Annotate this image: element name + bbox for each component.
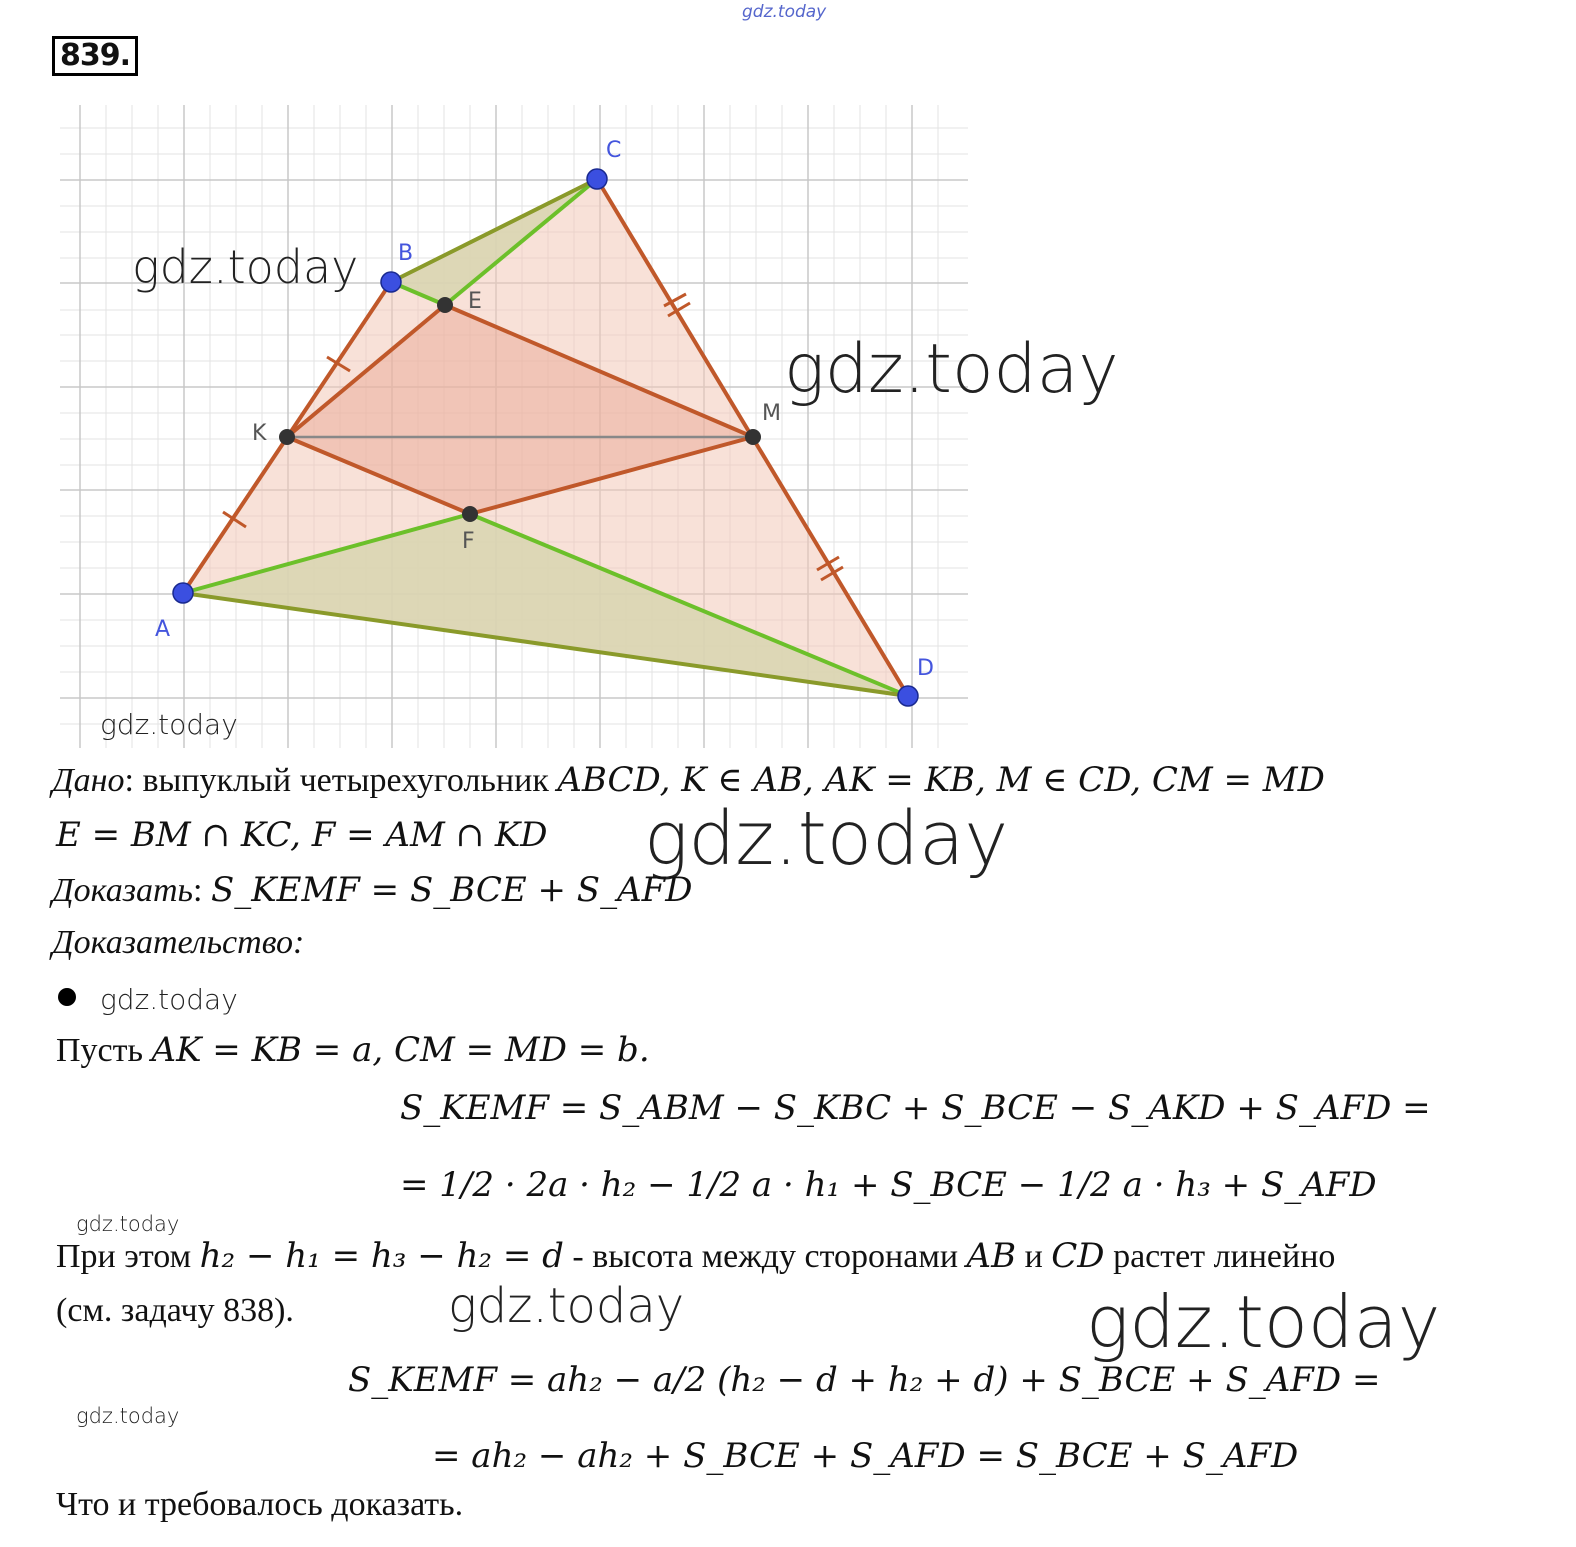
given-line-1 — [52, 760, 1325, 800]
label-f: F — [462, 529, 475, 554]
watermark-small-3: gdz.today — [76, 1212, 180, 1236]
problem-number: 839. — [52, 36, 138, 76]
label-k: K — [252, 421, 267, 446]
watermark-small-2: gdz.today — [100, 983, 238, 1016]
note-math: h₂ − h₁ = h₃ − h₂ = d — [199, 1236, 564, 1276]
point-k — [279, 429, 295, 445]
note-and: и — [1016, 1238, 1052, 1275]
equation-1: S_KEMF = S_ABM − S_KBC + S_BCE − S_AKD + S_AFD = — [400, 1088, 1431, 1128]
note-suffix: - высота между сторонами — [563, 1238, 967, 1275]
watermark-small-1: gdz.today — [100, 708, 238, 741]
point-e — [437, 297, 453, 313]
let-line — [56, 1030, 650, 1070]
prove-line: Доказать: S_KEMF = S_BCE + S_AFD — [52, 870, 693, 910]
watermark-big-3: gdz.today — [644, 796, 1009, 882]
label-e: E — [468, 289, 482, 314]
point-b — [381, 272, 401, 292]
qed-line: Что и требовалось доказать. — [56, 1486, 464, 1523]
note-cd: CD — [1051, 1236, 1105, 1276]
let-math: AK = KB = a, CM = MD = b. — [151, 1030, 650, 1070]
equation-4: = ah₂ − ah₂ + S_BCE + S_AFD = S_BCE + S_AFD — [432, 1436, 1299, 1476]
point-d — [898, 686, 918, 706]
label-m: M — [762, 401, 781, 426]
label-a: A — [155, 617, 171, 642]
note-ab: AB — [966, 1236, 1017, 1276]
label-b: B — [398, 241, 414, 266]
watermark-big-2: gdz.today — [784, 330, 1119, 409]
note-prefix: При этом — [56, 1238, 200, 1275]
given-line-2: E = BM ∩ KC, F = AM ∩ KD — [56, 815, 548, 855]
watermark-mid-1: gdz.today — [448, 1278, 685, 1334]
label-d: D — [917, 656, 934, 681]
point-a — [173, 583, 193, 603]
point-f — [462, 506, 478, 522]
note-line-1 — [56, 1236, 1335, 1276]
equation-3: S_KEMF = ah₂ − a/2 (h₂ − d + h₂ + d) + S_BCE + S_AFD = — [348, 1360, 1381, 1400]
proof-label: Доказательство — [52, 924, 294, 961]
equation-2: = 1/2 · 2a · h₂ − 1/2 a · h₁ + S_BCE − 1/2 a · h₃ + S_AFD — [400, 1165, 1377, 1205]
point-c — [587, 169, 607, 189]
watermark-big-4: gdz.today — [1086, 1280, 1441, 1364]
given-text: : выпуклый четырехугольник — [124, 762, 558, 799]
point-m — [745, 429, 761, 445]
given-math: ABCD, K ∈ AB, AK = KB, M ∈ CD, CM = MD — [557, 760, 1325, 800]
prove-label: Доказать — [52, 872, 193, 909]
prove-math: S_KEMF = S_BCE + S_AFD — [210, 870, 693, 910]
given-label: Дано — [52, 762, 125, 799]
watermark-small-4: gdz.today — [76, 1404, 180, 1428]
watermark-big-1: gdz.today — [132, 240, 359, 294]
watermark-top: gdz.today — [742, 2, 827, 22]
bullet-icon — [58, 988, 76, 1006]
label-c: C — [606, 138, 622, 163]
let-text: Пусть — [56, 1032, 152, 1069]
note-line-2: (см. задачу 838). — [56, 1292, 294, 1329]
proof-heading: Доказательство: — [52, 924, 305, 961]
note-end: растет линейно — [1104, 1238, 1336, 1275]
